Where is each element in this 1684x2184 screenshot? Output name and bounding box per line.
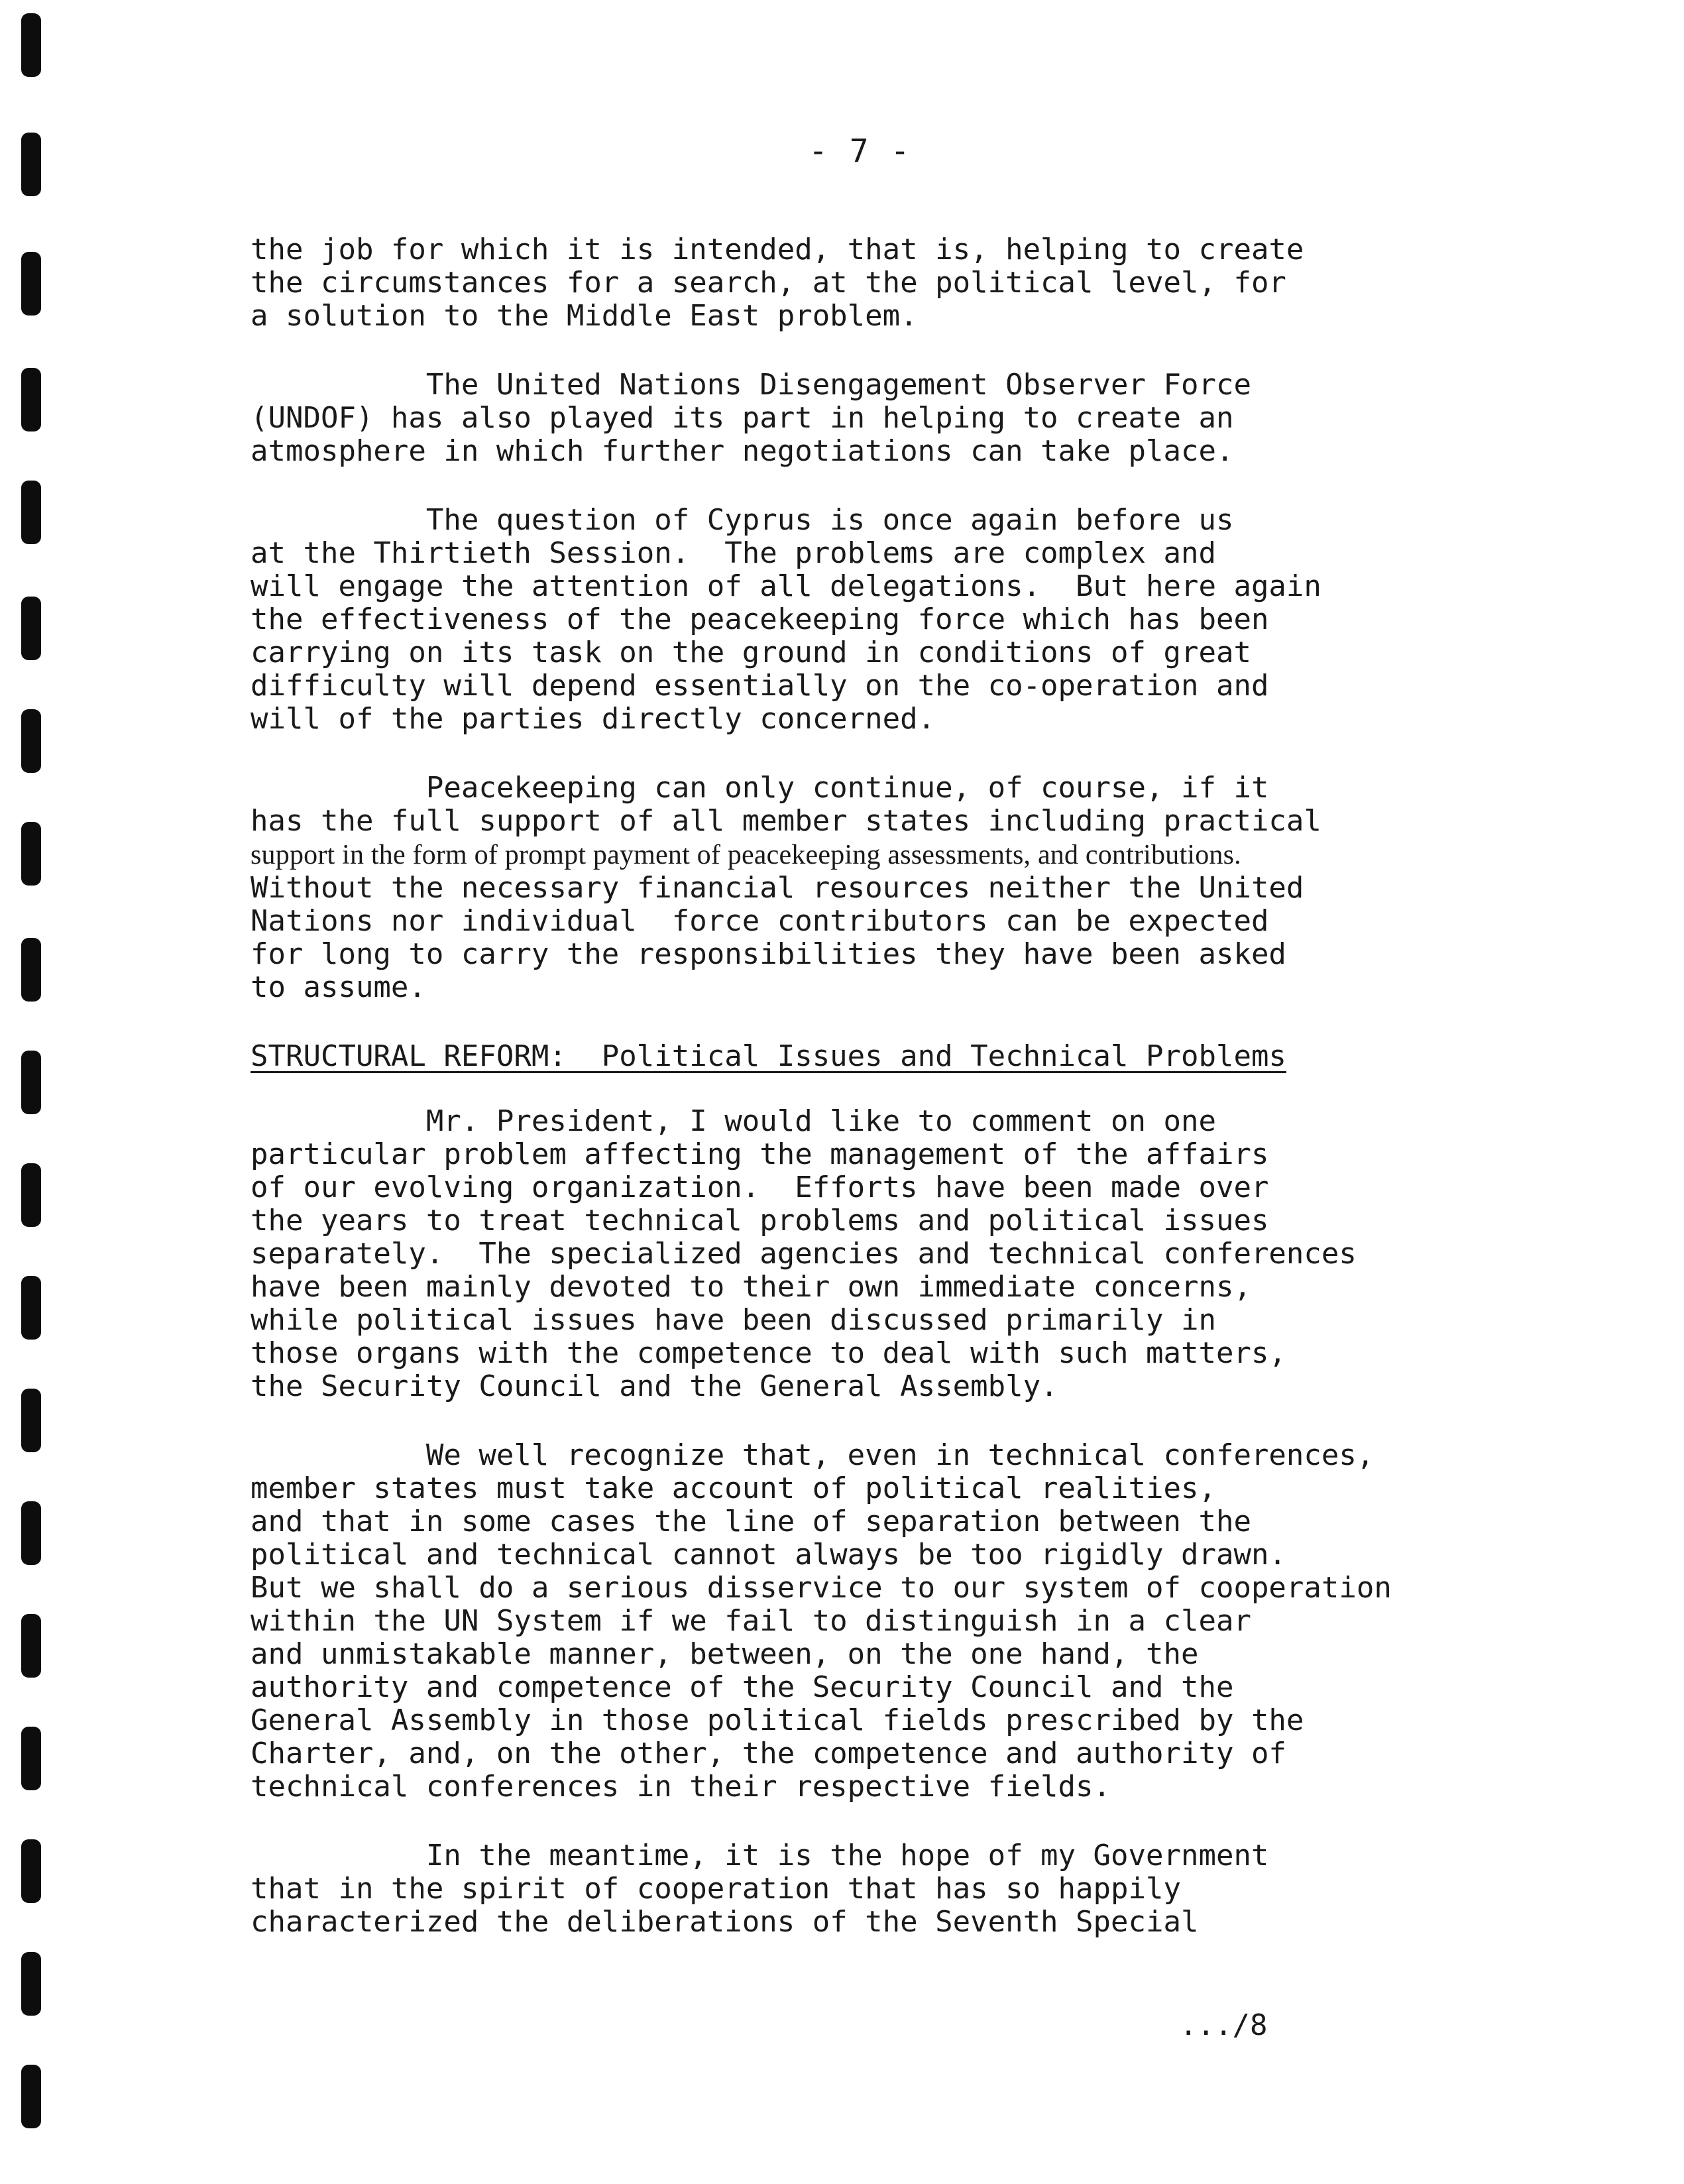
text-line: atmosphere in which further negotiations can take place. — [251, 434, 1234, 468]
section-heading-text: STRUCTURAL REFORM: Political Issues and Technical Problems — [251, 1039, 1286, 1073]
section-heading — [251, 1040, 1616, 1073]
text-line: and that in some cases the line of separation between the — [251, 1505, 1251, 1538]
text-line: We well recognize that, even in technical conferences, — [251, 1438, 1375, 1472]
text-line: support in the form of prompt payment of peacekeeping assessments, and contributions. — [251, 840, 1241, 870]
text-line: political and technical cannot always be too rigidly drawn. — [251, 1538, 1286, 1572]
text-line: will engage the attention of all delegations. But here again — [251, 569, 1321, 603]
punch-hole — [21, 597, 41, 660]
text-line: Mr. President, I would like to comment on one — [251, 1104, 1216, 1138]
binding-punch-holes — [13, 0, 40, 2184]
punch-hole — [21, 1952, 41, 2016]
punch-hole — [21, 13, 41, 77]
text-line: the Security Council and the General Assembly. — [251, 1369, 1058, 1403]
text-line: member states must take account of political realities, — [251, 1471, 1216, 1505]
text-line: The question of Cyprus is once again before us — [251, 503, 1234, 537]
text-line: carrying on its task on the ground in conditions of great — [251, 636, 1251, 669]
punch-hole — [21, 938, 41, 1002]
text-line: to assume. — [251, 970, 426, 1004]
text-line: that in the spirit of cooperation that has so happily — [251, 1872, 1181, 1906]
text-line: within the UN System if we fail to distinguish in a clear — [251, 1604, 1251, 1638]
punch-hole — [21, 2065, 41, 2128]
punch-hole — [21, 1727, 41, 1790]
paragraph-cyprus — [251, 504, 1616, 736]
punch-hole — [21, 1276, 41, 1340]
text-line: General Assembly in those political fields prescribed by the — [251, 1703, 1304, 1737]
paragraph-structural-reform — [251, 1105, 1616, 1403]
punch-hole — [21, 1051, 41, 1114]
text-line: Nations nor individual force contributors can be expected — [251, 904, 1269, 938]
paragraph-middle-east — [251, 233, 1616, 333]
text-line: the circumstances for a search, at the political level, for — [251, 266, 1286, 300]
text-line: But we shall do a serious disservice to our system of cooperation — [251, 1571, 1392, 1605]
page-continuation-marker: .../8 — [1180, 2008, 1268, 2042]
punch-hole — [21, 1389, 41, 1452]
text-line: difficulty will depend essentially on the co-operation and — [251, 669, 1269, 703]
text-line: technical conferences in their respective fields. — [251, 1770, 1111, 1804]
text-line: for long to carry the responsibilities they have been asked — [251, 937, 1286, 971]
document-body — [251, 233, 1616, 1975]
text-line: have been mainly devoted to their own immediate concerns, — [251, 1270, 1251, 1304]
text-line: at the Thirtieth Session. The problems are complex and — [251, 536, 1216, 570]
punch-hole — [21, 709, 41, 773]
text-line: The United Nations Disengagement Observer Force — [251, 368, 1251, 402]
punch-hole — [21, 481, 41, 544]
text-line: Peacekeeping can only continue, of course, if it — [251, 771, 1269, 805]
text-line: particular problem affecting the management of the affairs — [251, 1137, 1269, 1171]
text-line: the job for which it is intended, that is, helping to create — [251, 233, 1304, 266]
paragraph-undof — [251, 369, 1616, 468]
page-number: - 7 - — [809, 133, 911, 170]
text-line: has the full support of all member states including practical — [251, 804, 1321, 838]
text-line: Charter, and, on the other, the competence and authority of — [251, 1737, 1286, 1770]
text-line: of our evolving organization. Efforts have been made over — [251, 1171, 1269, 1204]
punch-hole — [21, 1501, 41, 1565]
punch-hole — [21, 1614, 41, 1678]
text-line: Without the necessary financial resources neither the United — [251, 871, 1304, 905]
text-line: the effectiveness of the peacekeeping force which has been — [251, 603, 1269, 636]
punch-hole — [21, 368, 41, 431]
text-line: and unmistakable manner, between, on the one hand, the — [251, 1637, 1199, 1671]
text-line: those organs with the competence to deal with such matters, — [251, 1336, 1286, 1370]
paragraph-meantime — [251, 1839, 1616, 1939]
paragraph-peacekeeping — [251, 772, 1616, 1004]
text-line: will of the parties directly concerned. — [251, 702, 936, 736]
punch-hole — [21, 133, 41, 196]
text-line: characterized the deliberations of the Seventh Special — [251, 1905, 1199, 1939]
text-line: while political issues have been discussed primarily in — [251, 1303, 1216, 1337]
text-line: the years to treat technical problems and political issues — [251, 1204, 1269, 1237]
punch-hole — [21, 1163, 41, 1227]
text-line: a solution to the Middle East problem. — [251, 299, 918, 333]
punch-hole — [21, 1839, 41, 1903]
text-line: authority and competence of the Security Council and the — [251, 1670, 1234, 1704]
paragraph-technical-conferences — [251, 1439, 1616, 1804]
text-line: In the meantime, it is the hope of my Government — [251, 1839, 1269, 1872]
text-line: separately. The specialized agencies and technical conferences — [251, 1237, 1357, 1271]
punch-hole — [21, 822, 41, 886]
punch-hole — [21, 252, 41, 316]
text-line: (UNDOF) has also played its part in helping to create an — [251, 401, 1234, 435]
